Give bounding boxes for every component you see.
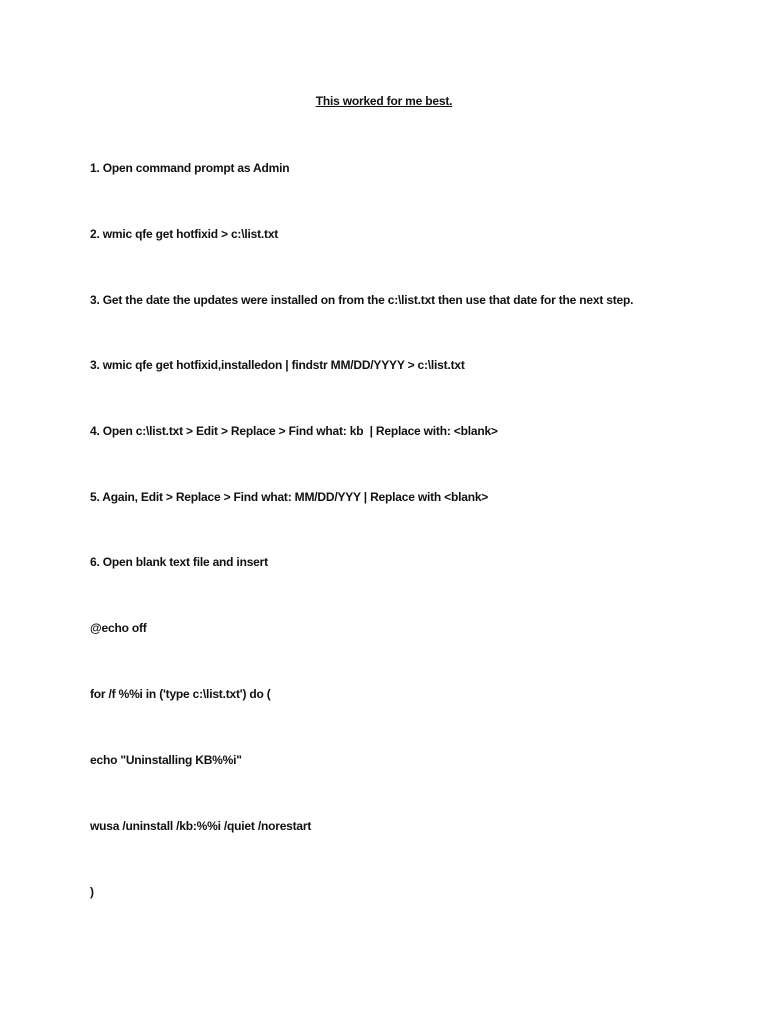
step-1-text: 1. Open command prompt as Admin — [90, 161, 290, 175]
step-3a-text: 3. Get the date the updates were installed on from the c:\list.txt then use that date for the next step. — [90, 293, 634, 307]
step-2-text: 2. wmic qfe get hotfixid > c:\list.txt — [90, 227, 279, 241]
step-4-text: 4. Open c:\list.txt > Edit > Replace > Find what: kb | Replace with: <blank> — [90, 424, 498, 438]
step-6-text: 6. Open blank text file and insert — [90, 555, 268, 569]
step-5-text: 5. Again, Edit > Replace > Find what: MM/DD/YYY | Replace with <blank> — [90, 490, 489, 504]
script-line-close-paren: ) — [90, 885, 94, 899]
step-3b-text: 3. wmic qfe get hotfixid,installedon | findstr MM/DD/YYYY > c:\list.txt — [90, 358, 465, 372]
document-title: This worked for me best. — [315, 94, 453, 108]
script-line-echo-uninstalling: echo "Uninstalling KB%%i" — [90, 753, 242, 767]
script-line-wusa: wusa /uninstall /kb:%%i /quiet /norestart — [90, 819, 312, 833]
script-line-echo-off: @echo off — [90, 621, 147, 635]
script-line-for-loop: for /f %%i in ('type c:\list.txt') do ( — [90, 687, 271, 701]
